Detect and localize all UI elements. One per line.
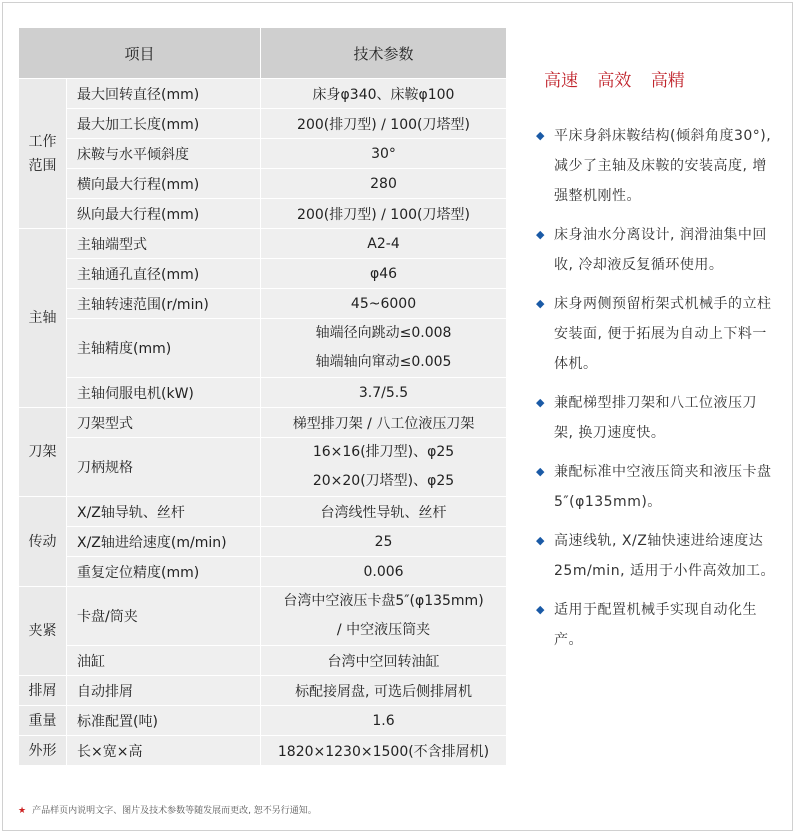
table-row <box>19 587 507 646</box>
item-label: 刀架型式 <box>67 408 261 438</box>
headline-word: 高效 <box>597 71 632 91</box>
feature-text: 兼配标准中空液压筒夹和液压卡盘5″(φ135mm)。 <box>554 464 772 510</box>
category-shape: 外形 <box>19 736 67 766</box>
category-weight: 重量 <box>19 706 67 736</box>
item-label: 主轴通孔直径(mm) <box>67 259 261 289</box>
list-item <box>530 388 775 448</box>
diamond-bullet-icon: ◆ <box>536 465 545 478</box>
item-label: X/Z轴进给速度(m/min) <box>67 527 261 557</box>
item-value: 台湾中空回转油缸 <box>261 646 507 676</box>
table-row <box>19 676 507 706</box>
feature-text: 平床身斜床鞍结构(倾斜角度30°), 减少了主轴及床鞍的安装高度, 增强整机刚性。 <box>554 128 772 204</box>
item-value <box>261 319 507 378</box>
diamond-bullet-icon: ◆ <box>536 228 545 241</box>
table-row <box>19 79 507 109</box>
item-label: 油缸 <box>67 646 261 676</box>
table-row <box>19 229 507 259</box>
value-line: 20×20(刀塔型)、φ25 <box>312 473 455 489</box>
item-value: 床身φ340、床鞍φ100 <box>261 79 507 109</box>
category-spindle: 主轴 <box>19 229 67 408</box>
value-line: 16×16(排刀型)、φ25 <box>312 444 455 460</box>
table-row <box>19 289 507 319</box>
item-label: X/Z轴导轨、丝杆 <box>67 497 261 527</box>
item-value: 45~6000 <box>261 289 507 319</box>
item-value: 200(排刀型) / 100(刀塔型) <box>261 109 507 139</box>
footnote-text: 产品样页内说明文字、图片及技术参数等随发展而更改, 恕不另行通知。 <box>32 806 317 816</box>
item-value: 200(排刀型) / 100(刀塔型) <box>261 199 507 229</box>
item-label: 刀柄规格 <box>67 438 261 497</box>
item-label: 自动排屑 <box>67 676 261 706</box>
table-row <box>19 736 507 766</box>
item-value: 30° <box>261 139 507 169</box>
headline <box>544 66 775 91</box>
item-value <box>261 587 507 646</box>
feature-text: 床身油水分离设计, 润滑油集中回收, 冷却液反复循环使用。 <box>554 227 767 273</box>
spec-table <box>18 27 507 766</box>
diamond-bullet-icon: ◆ <box>536 603 545 616</box>
item-label: 最大加工长度(mm) <box>67 109 261 139</box>
table-header <box>19 28 507 79</box>
item-label: 长×宽×高 <box>67 736 261 766</box>
headline-word: 高精 <box>650 71 685 91</box>
table-row <box>19 169 507 199</box>
item-label: 主轴端型式 <box>67 229 261 259</box>
table-row <box>19 259 507 289</box>
diamond-bullet-icon: ◆ <box>536 534 545 547</box>
table-row <box>19 408 507 438</box>
diamond-bullet-icon: ◆ <box>536 297 545 310</box>
category-drive: 传动 <box>19 497 67 587</box>
table-row <box>19 378 507 408</box>
item-value: 1.6 <box>261 706 507 736</box>
item-value: 3.7/5.5 <box>261 378 507 408</box>
table-row <box>19 438 507 497</box>
value-line: 台湾中空液压卡盘5″(φ135mm) <box>283 593 484 609</box>
category-work-range: 工作 范围 <box>19 79 67 229</box>
table-row <box>19 706 507 736</box>
table-row <box>19 646 507 676</box>
item-value: 280 <box>261 169 507 199</box>
table-row <box>19 319 507 378</box>
item-label: 纵向最大行程(mm) <box>67 199 261 229</box>
item-value: 1820×1230×1500(不含排屑机) <box>261 736 507 766</box>
value-line: / 中空液压筒夹 <box>336 622 431 638</box>
header-spec: 技术参数 <box>261 28 507 79</box>
list-item <box>530 289 775 379</box>
category-clamp: 夹紧 <box>19 587 67 676</box>
list-item <box>530 220 775 280</box>
item-label: 横向最大行程(mm) <box>67 169 261 199</box>
feature-text: 兼配梯型排刀架和八工位液压刀架, 换刀速度快。 <box>554 395 757 441</box>
item-label: 标准配置(吨) <box>67 706 261 736</box>
list-item <box>530 595 775 655</box>
table-row <box>19 199 507 229</box>
item-value: 25 <box>261 527 507 557</box>
item-value: 标配接屑盘, 可选后侧排屑机 <box>261 676 507 706</box>
list-item <box>530 526 775 586</box>
item-value: A2-4 <box>261 229 507 259</box>
value-line: 轴端轴向窜动≤0.005 <box>315 354 452 370</box>
star-icon: ★ <box>18 806 27 816</box>
item-label: 卡盘/筒夹 <box>67 587 261 646</box>
diamond-bullet-icon: ◆ <box>536 396 545 409</box>
item-label: 床鞍与水平倾斜度 <box>67 139 261 169</box>
table-row <box>19 527 507 557</box>
item-value <box>261 438 507 497</box>
header-item: 项目 <box>19 28 261 79</box>
value-line: 轴端径向跳动≤0.008 <box>315 325 452 341</box>
item-value: 0.006 <box>261 557 507 587</box>
item-value: 台湾线性导轨、丝杆 <box>261 497 507 527</box>
item-label: 重复定位精度(mm) <box>67 557 261 587</box>
feature-text: 床身两侧预留桁架式机械手的立柱安装面, 便于拓展为自动上下料一体机。 <box>554 296 772 372</box>
item-label: 最大回转直径(mm) <box>67 79 261 109</box>
item-label: 主轴转速范围(r/min) <box>67 289 261 319</box>
features-panel <box>530 60 775 664</box>
item-value: φ46 <box>261 259 507 289</box>
list-item <box>530 457 775 517</box>
item-label: 主轴精度(mm) <box>67 319 261 378</box>
feature-list <box>530 121 775 655</box>
item-label: 主轴伺服电机(kW) <box>67 378 261 408</box>
footnote <box>18 803 317 816</box>
table-row <box>19 557 507 587</box>
item-value: 梯型排刀架 / 八工位液压刀架 <box>261 408 507 438</box>
table-row <box>19 497 507 527</box>
table-row <box>19 109 507 139</box>
table-row <box>19 139 507 169</box>
headline-word: 高速 <box>544 71 578 91</box>
feature-text: 高速线轨, X/Z轴快速进给速度达25m/min, 适用于小件高效加工。 <box>554 533 775 579</box>
category-tool-holder: 刀架 <box>19 408 67 497</box>
category-chip: 排屑 <box>19 676 67 706</box>
list-item <box>530 121 775 211</box>
diamond-bullet-icon: ◆ <box>536 129 545 142</box>
feature-text: 适用于配置机械手实现自动化生产。 <box>554 602 757 648</box>
